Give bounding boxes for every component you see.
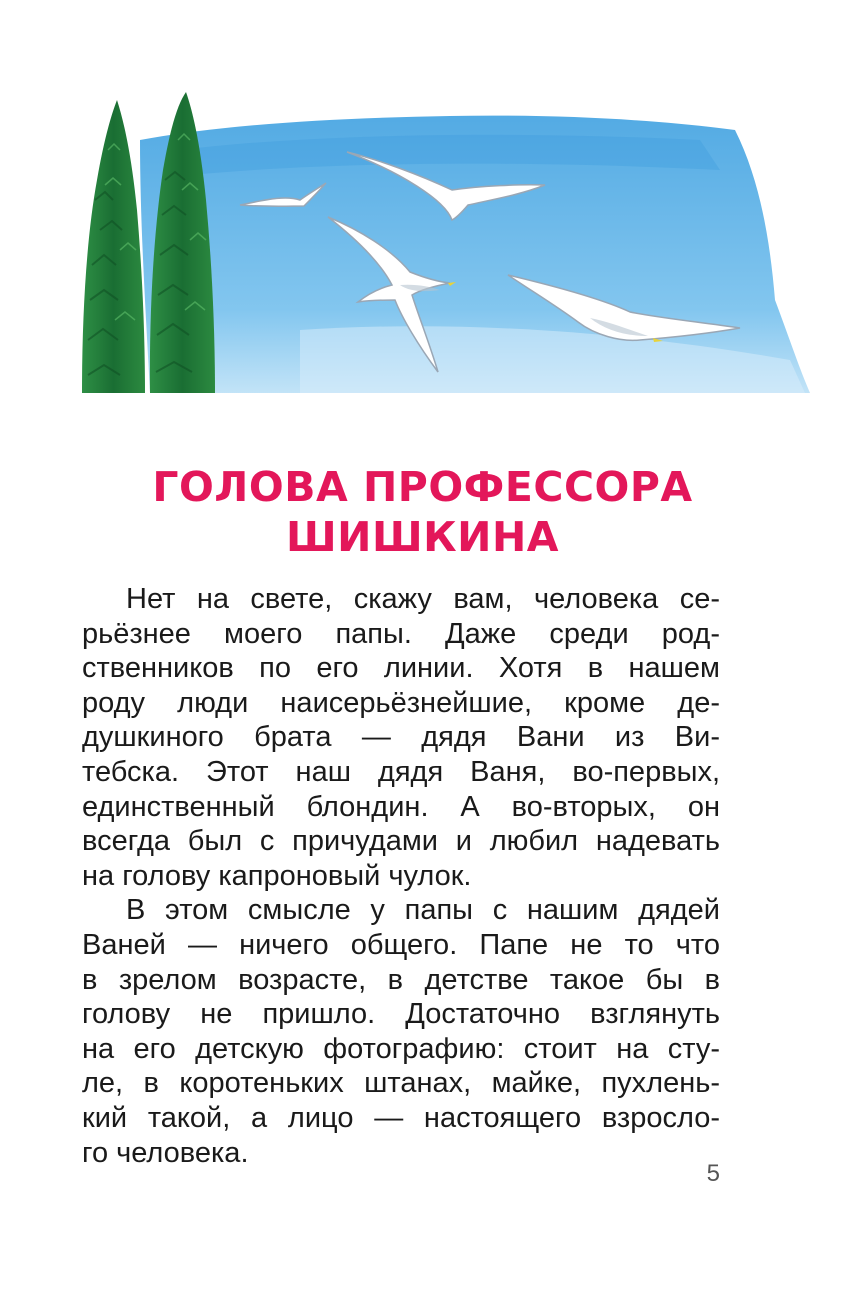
text-line: всегда был с причудами и любил надевать	[82, 825, 720, 858]
text-line: роду люди наисерьёзнейшие, кроме де-	[82, 686, 720, 719]
text-line: Ваней — ничего общего. Папе не то что	[82, 928, 720, 961]
text-line: Нет на свете, скажу вам, человека се-	[126, 583, 720, 615]
text-line: тебска. Этот наш дядя Ваня, во-первых,	[82, 755, 720, 788]
paragraph-2	[82, 893, 720, 1170]
paragraph-1	[82, 582, 720, 893]
chapter-title	[60, 462, 785, 562]
body-text	[82, 582, 720, 1170]
text-line: кий такой, а лицо — настоящего взросло-	[82, 1101, 720, 1134]
page-number: 5	[706, 1160, 720, 1187]
chapter-title-line-2: ШИШКИНА	[286, 513, 559, 561]
text-line: го человека.	[82, 1136, 249, 1169]
text-line: ственников по его линии. Хотя в нашем	[82, 652, 720, 685]
text-line: единственный блондин. А во-вторых, он	[82, 790, 720, 823]
text-line: В этом смысле у папы с нашим дядей	[126, 894, 720, 927]
text-line: в зрелом возрасте, в детстве такое бы в	[82, 963, 720, 996]
text-line: ле, в коротеньких штанах, майке, пухлень-	[82, 1067, 720, 1100]
text-line: на его детскую фотографию: стоит на сту-	[82, 1032, 720, 1065]
text-line: рьёзнее моего папы. Даже среди род-	[82, 617, 720, 650]
text-line: на голову капроновый чулок.	[82, 859, 472, 892]
text-line: душкиного брата — дядя Вани из Ви-	[82, 721, 720, 754]
chapter-title-line-1: ГОЛОВА ПРОФЕССОРА	[152, 463, 693, 511]
text-line: голову не пришло. Достаточно взглянуть	[82, 998, 720, 1031]
header-illustration	[0, 0, 845, 420]
